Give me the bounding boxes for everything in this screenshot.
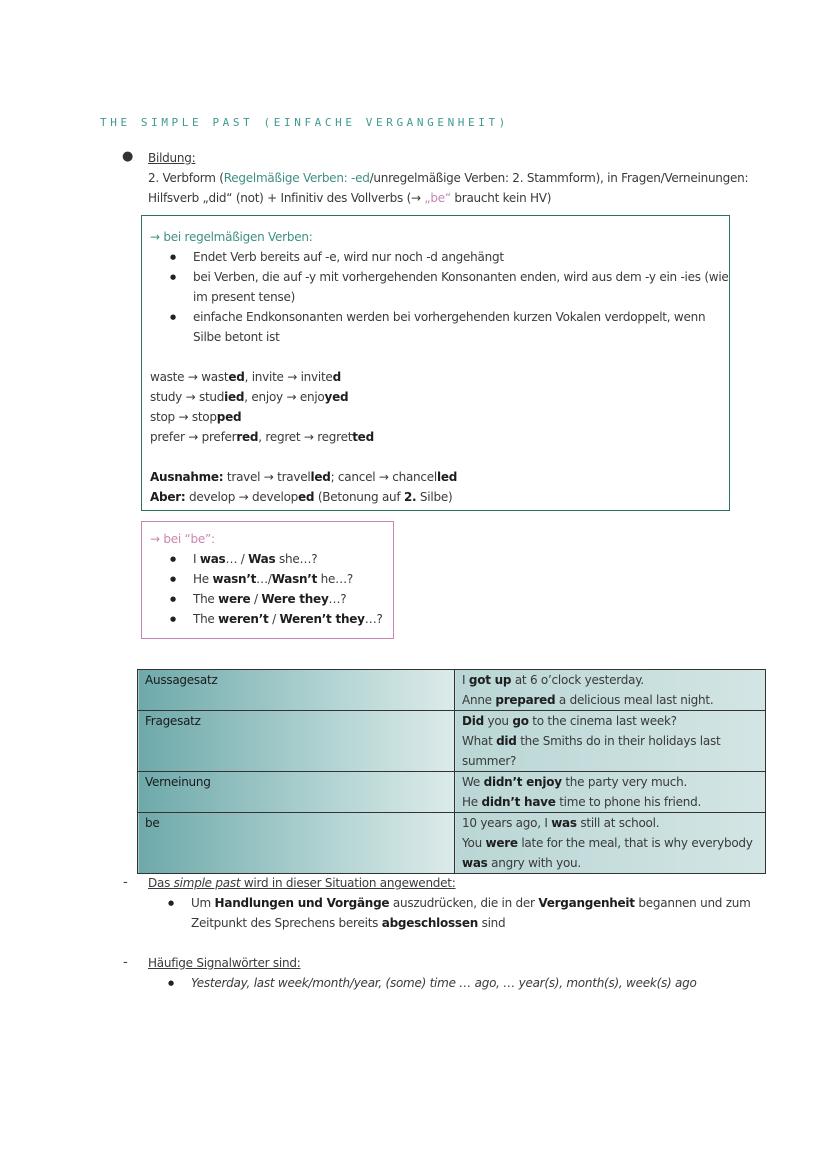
- rule-item: ● Endet Verb bereits auf -e, wird nur noch -d angehängt: [150, 247, 733, 267]
- be-box: [141, 521, 394, 639]
- row-examples: 10 years ago, I was still at school. You were late for the meal, that is why everybody was angry with you.: [455, 813, 766, 874]
- bildung-line-1: 2. Verbform (Regelmäßige Verben: -ed/unregelmäßige Verben: 2. Stammform), in Fragen/Verneinungen:: [148, 171, 749, 185]
- dash-marker: -: [123, 955, 128, 970]
- bildung-heading: Bildung:: [148, 151, 196, 165]
- be-form-item: ● The were / Were they…?: [150, 589, 383, 609]
- be-form-item: ● I was… / Was she…?: [150, 549, 383, 569]
- be-form-item: ● He wasn’t…/Wasn’t he…?: [150, 569, 383, 589]
- be-heading: → bei “be”:: [150, 532, 215, 546]
- regular-verbs-heading: → bei regelmäßigen Verben:: [150, 230, 313, 244]
- example-line: prefer → preferred, regret → regretted: [150, 430, 374, 444]
- signal-item: ● Yesterday, last week/month/year, (some) time … ago, … year(s), month(s), week(s) ago: [148, 973, 697, 993]
- row-label: Verneinung: [138, 772, 455, 813]
- example-line: waste → wasted, invite → invited: [150, 370, 341, 384]
- dash-marker: -: [123, 875, 128, 890]
- signal-list: [148, 973, 697, 993]
- table-row: [138, 711, 766, 772]
- table-row: [138, 813, 766, 874]
- bildung-section: [148, 148, 748, 208]
- exception-line: Ausnahme: travel → travelled; cancel → chancelled: [150, 470, 458, 484]
- aber-line: Aber: develop → developed (Betonung auf 2. Silbe): [150, 490, 453, 504]
- sentence-type-table: [137, 669, 766, 874]
- signal-words-section: [148, 953, 697, 993]
- rule-item: ● einfache Endkonsonanten werden bei vorhergehenden kurzen Vokalen verdoppelt, wenn Silbe betont ist: [150, 307, 733, 347]
- row-examples: Did you go to the cinema last week? What did the Smiths do in their holidays last summer?: [455, 711, 766, 772]
- regular-verbs-box: [141, 215, 730, 511]
- table-row: [138, 772, 766, 813]
- usage-list: [148, 893, 751, 933]
- table-row: [138, 670, 766, 711]
- row-label: be: [138, 813, 455, 874]
- row-label: Fragesatz: [138, 711, 455, 772]
- example-line: study → studied, enjoy → enjoyed: [150, 390, 349, 404]
- regular-verbs-rules: [150, 247, 733, 347]
- page-title: THE SIMPLE PAST (EINFACHE VERGANGENHEIT): [100, 116, 509, 129]
- be-forms-list: [150, 549, 383, 629]
- row-examples: We didn’t enjoy the party very much. He didn’t have time to phone his friend.: [455, 772, 766, 813]
- bildung-line-2: Hilfsverb „did“ (not) + Infinitiv des Vollverbs (→ „be“ braucht kein HV): [148, 191, 552, 205]
- example-line: stop → stopped: [150, 410, 242, 424]
- be-form-item: ● The weren’t / Weren’t they…?: [150, 609, 383, 629]
- bullet-dot: ●: [122, 149, 134, 164]
- usage-item: ● Um Handlungen und Vorgänge auszudrücken, die in der Vergangenheit begannen und zum Zeitpunkt des Sprechens bereits abgeschlossen sind: [148, 893, 751, 933]
- rule-item: ● bei Verben, die auf -y mit vorhergehenden Konsonanten enden, wird aus dem -y ein -ies (wie im present tense): [150, 267, 733, 307]
- usage-heading: Das simple past wird in dieser Situation angewendet:: [148, 876, 456, 890]
- usage-section: [148, 873, 751, 933]
- signal-heading: Häufige Signalwörter sind:: [148, 956, 301, 970]
- row-examples: I got up at 6 o’clock yesterday. Anne prepared a delicious meal last night.: [455, 670, 766, 711]
- row-label: Aussagesatz: [138, 670, 455, 711]
